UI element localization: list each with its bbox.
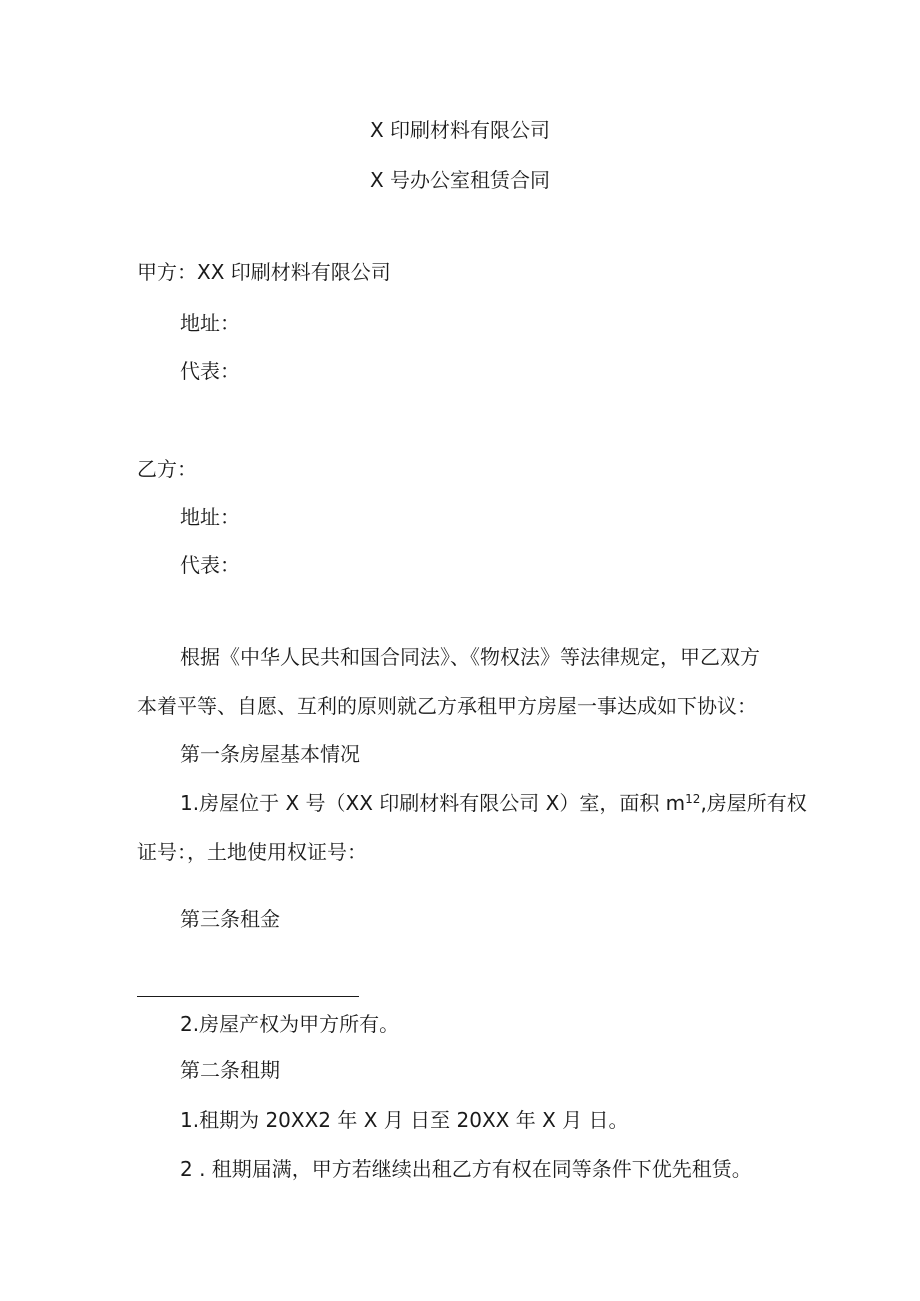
preamble-line-1: 根据《中华人民共和国合同法》、《物权法》等法律规定，甲乙双方	[180, 645, 760, 669]
article-2-heading: 第二条租期	[180, 1058, 280, 1082]
article-3-heading: 第三条租金	[180, 907, 280, 931]
article-1-item-1-line-1	[180, 791, 807, 815]
article-1-item-1-text: 1.房屋位于 X 号（XX 印刷材料有限公司 X）室，面积 m	[180, 791, 686, 815]
article-1-heading: 第一条房屋基本情况	[180, 742, 360, 766]
footnote-separator	[137, 996, 359, 997]
party-b-label: 乙方：	[137, 457, 197, 481]
party-a-representative: 代表：	[180, 359, 240, 383]
company-title: X 印刷材料有限公司	[369, 118, 551, 142]
article-1-item-1-text-cont: ,房屋所有权	[700, 791, 807, 815]
party-a-address: 地址：	[180, 311, 240, 335]
article-2-item-2: 2 . 租期届满，甲方若继续出租乙方有权在同等条件下优先租赁。	[180, 1157, 752, 1181]
footnote-reference: 12	[685, 792, 701, 806]
contract-title: X 号办公室租赁合同	[369, 168, 551, 192]
party-b-representative: 代表：	[180, 553, 240, 577]
article-1-item-2: 2.房屋产权为甲方所有。	[180, 1012, 400, 1036]
party-b-address: 地址：	[180, 505, 240, 529]
preamble-line-2: 本着平等、自愿、互利的原则就乙方承租甲方房屋一事达成如下协议：	[137, 694, 757, 718]
article-1-item-1-line-2: 证号：，土地使用权证号：	[137, 840, 367, 864]
article-2-item-1: 1.租期为 20XX2 年 X 月 日至 20XX 年 X 月 日。	[180, 1108, 629, 1132]
party-a-label: 甲方：XX 印刷材料有限公司	[137, 260, 391, 284]
